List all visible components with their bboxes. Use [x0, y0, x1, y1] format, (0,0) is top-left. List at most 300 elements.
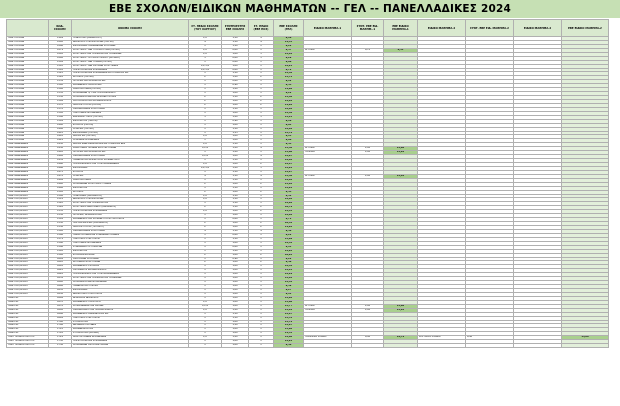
cell-ebe-score[interactable]: 14,14	[274, 269, 304, 273]
cell-school-name[interactable]: ΕΠΙΣΤΗΜΗΣ ΤΩΝ ΘΕΤΙΚΩΝ ΕΠΙΣΤΗΜΩΝ	[72, 64, 189, 68]
cell-coefficient[interactable]: 1,20	[222, 166, 249, 170]
cell-ebe-field[interactable]: 2	[249, 210, 274, 214]
cell-school-name[interactable]: ΚΟΙΝΩΝΙΚΗΣ ΚΑΙ ΕΚΠΑΙΔΕΥΤΙΚΗΣ ΠΟΛΙΤΙΚΗΣ	[72, 218, 189, 222]
cell-school-name[interactable]: ΦΙΛΟΛΟΓΙΑΣ	[72, 249, 189, 253]
cell-ebe-score[interactable]: 9,80	[274, 60, 304, 64]
cell-ebe-field[interactable]: 2	[249, 253, 274, 257]
cell-school-name[interactable]: ΒΙΟΛΟΓΙΚΩΝ ΕΦΑΡΜΟΓΩΝ ΚΑΙ ΤΕΧΝΟΛΟΓΙΩΝ	[72, 143, 189, 147]
cell-ebe-field[interactable]: 1	[249, 332, 274, 336]
cell-ebe-score[interactable]: 14,22	[274, 166, 304, 170]
cell-field[interactable]: 1,2,3,4	[189, 64, 222, 68]
cell-institution[interactable]: ΠΑΝ. ΠΑΤΡΩΝ	[7, 131, 49, 135]
cell-school-code[interactable]: 1199	[49, 37, 72, 41]
cell-coefficient[interactable]: 1,00	[222, 281, 249, 285]
cell-school-code[interactable]: 1532	[49, 210, 72, 214]
cell-ebe-field[interactable]: 4	[249, 147, 274, 151]
cell-ebe-score[interactable]: 13,80	[274, 151, 304, 155]
cell-school-code[interactable]: 1304	[49, 60, 72, 64]
cell-school-code[interactable]: 1400	[49, 123, 72, 127]
cell-institution[interactable]: ΠΑΝ. ΠΑΤΡΩΝ	[7, 92, 49, 96]
cell-ebe-field[interactable]: 1	[249, 292, 274, 296]
cell-coefficient[interactable]: 0,90	[222, 84, 249, 88]
cell-school-name[interactable]: ΦΥΣΙΚΟΘΕΡΑΠΕΙΑΣ	[72, 253, 189, 257]
cell-coefficient[interactable]: 1,10	[222, 40, 249, 44]
cell-field[interactable]: 1	[189, 249, 222, 253]
cell-field[interactable]: 1	[189, 123, 222, 127]
cell-special-course-2b[interactable]	[514, 344, 562, 348]
cell-field[interactable]: 2	[189, 253, 222, 257]
cell-school-name[interactable]: ΟΡΓΑΝΩΣΗΣ ΚΑΙ ΔΙΑΧΕΙΡΙΣΗΣ	[72, 269, 189, 273]
cell-school-code[interactable]: 1472	[49, 170, 72, 174]
cell-field[interactable]: 1	[189, 344, 222, 348]
cell-field[interactable]: 2	[189, 206, 222, 210]
cell-field[interactable]: 1	[189, 281, 222, 285]
cell-ebe-score[interactable]: 9,29	[274, 56, 304, 60]
cell-field[interactable]: 1	[189, 60, 222, 64]
cell-school-code[interactable]: 1376	[49, 107, 72, 111]
cell-school-name[interactable]: ΕΠΙΚΟΙΝΩΝΙΑΣ ΚΑΙ ΜΕΣΩΝ	[72, 304, 189, 308]
cell-field[interactable]: 1	[189, 186, 222, 190]
cell-ebe-field[interactable]: 1	[249, 324, 274, 328]
cell-school-code[interactable]: 1334	[49, 80, 72, 84]
cell-ebe-score[interactable]: 9,22	[274, 257, 304, 261]
cell-field[interactable]: 1	[189, 233, 222, 237]
cell-field[interactable]: 1	[189, 316, 222, 320]
cell-school-name[interactable]: ΟΙΚΟΝΟΜΙΚΩΝ ΕΠΙΣΤΗΜΩΝ	[72, 155, 189, 159]
cell-school-code[interactable]: 1688	[49, 312, 72, 316]
cell-ebe-field[interactable]: 1	[249, 111, 274, 115]
cell-school-code[interactable]: 1730	[49, 340, 72, 344]
cell-ebe-score[interactable]: 12,32	[274, 265, 304, 269]
cell-school-code[interactable]: 1484	[49, 178, 72, 182]
cell-ebe-field[interactable]: 1	[249, 241, 274, 245]
cell-special-coef-1[interactable]	[352, 344, 384, 348]
cell-coefficient[interactable]: 1,00	[222, 92, 249, 96]
cell-ebe-score[interactable]: 9,14	[274, 292, 304, 296]
cell-school-name[interactable]: ΠΛΗΡΟΦΟΡΙΚΗΣ ΚΑΙ ΤΗΛΕΠΙΚΟΙΝΩΝΙΩΝ	[72, 163, 189, 167]
cell-ebe-score[interactable]: 13,90	[274, 328, 304, 332]
cell-school-name[interactable]: ΜΗΧΑΝΙΚΩΝ ΟΡΥΚΤΩΝ ΠΟΡΩΝ	[72, 344, 189, 348]
cell-ebe-score[interactable]: 14,16	[274, 100, 304, 104]
cell-institution[interactable]: ΠΑΝΤΕΙΟ	[7, 320, 49, 324]
cell-ebe-field[interactable]: 1	[249, 178, 274, 182]
cell-coefficient[interactable]: 0,80	[222, 60, 249, 64]
cell-coefficient[interactable]: 1,00	[222, 296, 249, 300]
cell-ebe-score[interactable]: 9,22	[274, 44, 304, 48]
cell-ebe-field[interactable]: 1	[249, 139, 274, 143]
cell-school-code[interactable]: 1520	[49, 202, 72, 206]
cell-institution[interactable]: ΠΑΝ. ΠΑΤΡΩΝ	[7, 119, 49, 123]
cell-school-code[interactable]: 1346	[49, 88, 72, 92]
cell-coefficient[interactable]: 0,90	[222, 119, 249, 123]
cell-coefficient[interactable]: 1,00	[222, 328, 249, 332]
cell-institution[interactable]: ΠΑΝ. ΠΕΛ/ΝΗΣΟΥ	[7, 218, 49, 222]
cell-field[interactable]: 1	[189, 170, 222, 174]
cell-field[interactable]: 1,2	[189, 135, 222, 139]
cell-field[interactable]: 1	[189, 273, 222, 277]
cell-ebe-field[interactable]: 1	[249, 336, 274, 340]
cell-field[interactable]: 1	[189, 88, 222, 92]
cell-field[interactable]: 1,2	[189, 300, 222, 304]
cell-school-code[interactable]: 1430	[49, 143, 72, 147]
cell-ebe-score[interactable]: 12,32	[274, 241, 304, 245]
cell-school-name[interactable]: ΠΑΙΔΑΓΩΓΙΚΟ ΤΜΗΜΑ	[72, 285, 189, 289]
cell-ebe-score[interactable]: 13,88	[274, 300, 304, 304]
cell-coefficient[interactable]: 1,10	[222, 178, 249, 182]
cell-special-course-2[interactable]	[418, 344, 466, 348]
cell-coefficient[interactable]: 1,10	[222, 206, 249, 210]
cell-ebe-score[interactable]: 9,72	[274, 68, 304, 72]
cell-school-name[interactable]: ΜΗΧΑΝΟΛΟΓΩΝ ΜΗΧΑΝΙΚΩΝ	[72, 281, 189, 285]
cell-ebe-score[interactable]: 12,62	[274, 107, 304, 111]
cell-institution[interactable]: ΠΑΝ. ΙΩΑΝΝΙΝΩΝ	[7, 166, 49, 170]
cell-institution[interactable]: ΠΑΝ. ΠΑΤΡΩΝ	[7, 84, 49, 88]
cell-ebe-field[interactable]: 2	[249, 222, 274, 226]
cell-ebe-score[interactable]: 9,13	[274, 135, 304, 139]
column-header[interactable]: ΣΤ. ΠΕΔΙΟ (ΕΒΕ ΠΟΣ)	[249, 20, 274, 37]
cell-school-name[interactable]: ΟΙΚΟΝΟΜΙΚΩΝ ΕΠΙΣΤΗΜΩΝ	[72, 107, 189, 111]
cell-field[interactable]: 1	[189, 80, 222, 84]
cell-coefficient[interactable]: 1,15	[222, 131, 249, 135]
cell-ebe-score[interactable]: 14,36	[274, 72, 304, 76]
cell-ebe-score[interactable]: 9,18	[274, 119, 304, 123]
cell-ebe-field[interactable]: 1	[249, 289, 274, 293]
cell-field[interactable]: 4	[189, 174, 222, 178]
cell-school-code[interactable]: 1628	[49, 273, 72, 277]
cell-coefficient[interactable]: 1,20	[222, 308, 249, 312]
cell-ebe-field[interactable]: 1	[249, 285, 274, 289]
cell-ebe-field[interactable]: 1	[249, 131, 274, 135]
cell-ebe-score[interactable]: 14,16	[274, 277, 304, 281]
cell-ebe-score[interactable]: 13,79	[274, 320, 304, 324]
cell-coefficient[interactable]: 1,00	[222, 277, 249, 281]
cell-field[interactable]: 2	[189, 261, 222, 265]
cell-ebe-score[interactable]: 12,10	[274, 127, 304, 131]
cell-special-ebe-1[interactable]: 12,79	[384, 336, 418, 340]
cell-institution[interactable]: ΠΑΝ. ΠΕΛ/ΝΗΣΟΥ	[7, 222, 49, 226]
cell-school-name[interactable]: ΠΟΛΙΤΙΚΗΣ ΕΠΙΣΤΗΜΗΣ	[72, 316, 189, 320]
cell-school-code[interactable]: 1544	[49, 218, 72, 222]
cell-field[interactable]: 1,2	[189, 194, 222, 198]
cell-institution[interactable]: ΠΑΝ. ΠΑΤΡΩΝ	[7, 37, 49, 41]
cell-coefficient[interactable]: 1,00	[222, 253, 249, 257]
cell-ebe-field[interactable]: 1	[249, 135, 274, 139]
cell-special-course-1[interactable]: ΑΓΓΛΙΚΑ	[304, 304, 352, 308]
cell-special-coef-1[interactable]: 1,00	[352, 304, 384, 308]
cell-coefficient[interactable]: 1,00	[222, 300, 249, 304]
cell-field[interactable]: 1	[189, 139, 222, 143]
cell-school-name[interactable]: ΓΕΩΛΟΓΙΑΣ (ΚΑΘΩΣΙΛΟΥ)	[72, 37, 189, 41]
cell-field[interactable]: 1,2,3,4	[189, 68, 222, 72]
cell-institution[interactable]: ΠΑΝ. ΠΕΛ/ΝΗΣΟΥ	[7, 214, 49, 218]
cell-school-code[interactable]: 1298	[49, 56, 72, 60]
cell-school-name[interactable]: ΔΙΟΙΚΗΤΙΚΗΣ ΕΠΙΣΤΗΜΗΣ	[72, 292, 189, 296]
cell-institution[interactable]: ΠΑΝ. ΠΕΛ/ΝΗΣΟΥ	[7, 198, 49, 202]
cell-school-code[interactable]: 1574	[49, 237, 72, 241]
cell-ebe-field[interactable]: 1	[249, 328, 274, 332]
cell-field[interactable]: 1	[189, 151, 222, 155]
cell-institution[interactable]: ΠΑΝ. ΙΩΑΝΝΙΝΩΝ	[7, 147, 49, 151]
cell-school-name[interactable]: ΚΟΙΝΩΝΙΟΛΟΓΙΑΣ	[72, 328, 189, 332]
cell-school-name[interactable]: ΜΟΥΣΕΙΟΛΟΓΙΑΣ ΚΑΙ ΔΙΑΧΕΙΡΙΣΗΣ	[72, 100, 189, 104]
cell-institution[interactable]: ΠΑΝ. ΠΑΤΡΩΝ	[7, 123, 49, 127]
cell-ebe-score[interactable]: 14,38	[274, 111, 304, 115]
cell-school-name[interactable]: ΚΟΙΝΩΝΙΚΗΣ ΑΝΘΡΩΠΟΛΟΓΙΑΣ	[72, 312, 189, 316]
cell-ebe-score[interactable]: 12,02	[274, 202, 304, 206]
cell-ebe-field[interactable]: 2	[249, 103, 274, 107]
column-header[interactable]: ΣΥΝΤ. ΕΒΕ ΕΙΔ. ΜΑΘΗΜΑ-2	[466, 20, 514, 37]
cell-special-coef-1[interactable]: 1,00	[352, 308, 384, 312]
cell-school-name[interactable]: ΔΙΟΙΚΗΣΗΣ ΕΠΙΧΕΙΡΗΣΕΩΝ	[72, 198, 189, 202]
cell-field[interactable]: 1	[189, 178, 222, 182]
cell-field[interactable]: 2	[189, 103, 222, 107]
cell-ebe-field[interactable]: 1	[249, 277, 274, 281]
cell-institution[interactable]: ΠΑΝ. ΠΕΛ/ΝΗΣΟΥ	[7, 202, 49, 206]
cell-institution[interactable]: ΠΑΝ. ΙΩΑΝΝΙΝΩΝ	[7, 163, 49, 167]
cell-coefficient[interactable]: 1,10	[222, 186, 249, 190]
cell-school-code[interactable]: 1670	[49, 300, 72, 304]
cell-ebe-score[interactable]: 11,55	[274, 332, 304, 336]
cell-institution[interactable]: ΠΑΝ. ΠΕΛ/ΝΗΣΟΥ	[7, 233, 49, 237]
cell-school-name[interactable]: ΦΙΛΟΛΟΓΙΑΣ (ΠΑΤΡΑ)	[72, 119, 189, 123]
cell-field[interactable]: 1	[189, 289, 222, 293]
cell-school-code[interactable]: 1598	[49, 253, 72, 257]
cell-ebe-score[interactable]: 12,29	[274, 273, 304, 277]
cell-ebe-score[interactable]: 12,67	[274, 163, 304, 167]
cell-field[interactable]: 1	[189, 72, 222, 76]
cell-ebe-field[interactable]: 1	[249, 296, 274, 300]
cell-coefficient[interactable]: 1,00	[222, 100, 249, 104]
cell-field[interactable]: 1	[189, 285, 222, 289]
cell-field[interactable]: 1,2	[189, 336, 222, 340]
cell-school-code[interactable]: 1436	[49, 147, 72, 151]
cell-ebe-field[interactable]: 1	[249, 308, 274, 312]
cell-school-name[interactable]: ΓΕΩΠΟΝΙΑΣ (ΚΑΛΑΜΑΤΑ)	[72, 194, 189, 198]
cell-school-name[interactable]: ΕΠΙΣΤΗΜΗΣ ΔΙΑΤΡΟΦΗΣ (ΚΑΛΑΜΑΤΑ)	[72, 206, 189, 210]
cell-school-code[interactable]: 1580	[49, 241, 72, 245]
cell-school-name[interactable]: ΕΠΙΣΤΗΜΗΣ ΚΑΙ ΤΕΧΝΟΛΟΓΙΑΣ	[72, 202, 189, 206]
cell-school-code[interactable]: 1640	[49, 281, 72, 285]
cell-school-name[interactable]: ΝΟΣΗΛΕΥΤΙΚΗΣ (ΤΡΙΠΟΛΗ)	[72, 226, 189, 230]
cell-institution[interactable]: ΠΑΝ. ΠΑΤΡΩΝ	[7, 64, 49, 68]
cell-school-code[interactable]: 1352	[49, 92, 72, 96]
cell-school-code[interactable]: 1604	[49, 257, 72, 261]
cell-institution[interactable]: ΠΑΝ. ΠΑΤΡΩΝ	[7, 48, 49, 52]
cell-institution[interactable]: ΠΑΝ. ΠΑΤΡΩΝ	[7, 56, 49, 60]
cell-school-code[interactable]: 1622	[49, 269, 72, 273]
cell-school-code[interactable]: 1279	[49, 48, 72, 52]
cell-coefficient[interactable]: 1,10	[222, 316, 249, 320]
cell-field[interactable]: 1	[189, 159, 222, 163]
cell-coefficient[interactable]: 1,00	[222, 155, 249, 159]
cell-ebe-field[interactable]: 2	[249, 96, 274, 100]
cell-school-name[interactable]: ΗΛΕΚΤΡΟΛΟΓΩΝ ΜΗΧΑΝΙΚΩΝ	[72, 68, 189, 72]
cell-institution[interactable]: ΠΑΝ. ΠΑΤΡΩΝ	[7, 103, 49, 107]
cell-field[interactable]: 1,2,4	[189, 155, 222, 159]
cell-ebe-score[interactable]: 9,22	[274, 233, 304, 237]
cell-school-code[interactable]: 1268	[49, 44, 72, 48]
cell-school-name[interactable]: ΠΑΡΑΣΤΑΤΙΚΩΝ ΚΑΙ ΨΗΦΙΑΚΩΝ ΤΕΧΝΩΝ	[72, 233, 189, 237]
cell-special-ebe-1[interactable]: 13,08	[384, 304, 418, 308]
cell-coefficient[interactable]: 1,00	[222, 285, 249, 289]
cell-ebe-score[interactable]: 12,60	[274, 336, 304, 340]
cell-field[interactable]: 1	[189, 119, 222, 123]
cell-field[interactable]: 1	[189, 131, 222, 135]
cell-field[interactable]: 3	[189, 56, 222, 60]
cell-coefficient[interactable]: 1,00	[222, 163, 249, 167]
cell-field[interactable]: 1	[189, 111, 222, 115]
cell-coefficient[interactable]: 0,80	[222, 245, 249, 249]
cell-ebe-score[interactable]: 9,45	[274, 190, 304, 194]
cell-institution[interactable]: ΠΑΝ. ΠΕΛ/ΝΗΣΟΥ	[7, 194, 49, 198]
cell-school-code[interactable]: 1454	[49, 159, 72, 163]
cell-school-name[interactable]: ΟΙΚΟΝΟΜΙΚΩΝ ΕΠΙΣΤΗΜΩΝ	[72, 229, 189, 233]
cell-school-code[interactable]: 1370	[49, 103, 72, 107]
cell-coefficient[interactable]: 1,00	[222, 344, 249, 348]
cell-school-code[interactable]: 1316	[49, 68, 72, 72]
cell-ebe-score[interactable]: 12,25	[274, 64, 304, 68]
cell-school-code[interactable]: 1418	[49, 135, 72, 139]
cell-ebe-field[interactable]: 1	[249, 198, 274, 202]
cell-institution[interactable]: ΠΑΝ. ΠΑΤΡΩΝ	[7, 135, 49, 139]
cell-institution[interactable]: ΠΑΝ. ΠΑΤΡΩΝ	[7, 107, 49, 111]
cell-institution[interactable]: ΠΑΝ. ΠΑΤΡΩΝ	[7, 96, 49, 100]
cell-field[interactable]: 1	[189, 237, 222, 241]
cell-institution[interactable]: ΠΑΝ. ΙΩΑΝΝΙΝΩΝ	[7, 186, 49, 190]
cell-special-course-1[interactable]: ΓΡΑΜΜΙΚΟ ΣΧΕΔΙΟ	[304, 336, 352, 340]
cell-coefficient[interactable]: 0,80	[222, 218, 249, 222]
cell-institution[interactable]: ΠΑΝ. ΠΕΛ/ΝΗΣΟΥ	[7, 265, 49, 269]
cell-field[interactable]: 2	[189, 182, 222, 186]
cell-school-name[interactable]: ΕΠΙΣΤΗΜΗΣ ΤΟΥ ΑΘΛΗΤΙΣΜΟΥ (ΑΓΡΙΝΙΟ)	[72, 56, 189, 60]
cell-institution[interactable]: ΠΑΝ. ΠΑΤΡΩΝ	[7, 72, 49, 76]
cell-school-name[interactable]: ΚΟΙΝΩΝΙΚΗΣ ΕΡΓΑΣΙΑΣ	[72, 265, 189, 269]
cell-special-ebe-1[interactable]: 13,08	[384, 147, 418, 151]
cell-institution[interactable]: ΠΑΝ. ΠΑΤΡΩΝ	[7, 115, 49, 119]
cell-school-name[interactable]: ΟΙΚΟΝΟΜΙΚΗΣ ΚΑΙ ΠΕΡΙΦΕΡΕΙΑΚΗΣ	[72, 308, 189, 312]
cell-special-ebe-1[interactable]: 13,16	[384, 174, 418, 178]
cell-school-name[interactable]: ΕΠΙΣΤΗΜΗΣ ΚΑΙ ΤΕΧΝΟΛΟΓΙΑΣ ΤΡΟΦΙΜΩΝ	[72, 277, 189, 281]
cell-school-name[interactable]: ΠΟΛΙΤΙΚΩΝ ΜΗΧΑΝΙΚΩΝ	[72, 111, 189, 115]
cell-school-name[interactable]: ΘΕΑΤΡΙΚΩΝ ΣΠΟΥΔΩΝ	[72, 257, 189, 261]
cell-coefficient[interactable]: 1,20	[222, 88, 249, 92]
cell-ebe-score[interactable]: 12,62	[274, 178, 304, 182]
cell-institution[interactable]: ΠΑΝ. ΠΑΤΡΩΝ	[7, 76, 49, 80]
cell-school-name[interactable]: ΔΗΜΟΣΙΑΣ ΔΙΟΙΚΗΣΗΣ	[72, 296, 189, 300]
cell-ebe-field[interactable]: 1	[249, 312, 274, 316]
cell-school-name[interactable]: ΙΑΤΡΙΚΗΣ	[72, 190, 189, 194]
cell-coefficient[interactable]: 1,00	[222, 226, 249, 230]
cell-institution[interactable]: ΠΑΝ. ΙΩΑΝΝΙΝΩΝ	[7, 159, 49, 163]
cell-school-name[interactable]: ΜΗΧΑΝΟΛΟΓΩΝ ΚΑΙ ΑΕΡΟΝΑΥΠΗΓΩΝ	[72, 96, 189, 100]
cell-ebe-field[interactable]: 1	[249, 316, 274, 320]
cell-coefficient[interactable]: 1,10	[222, 44, 249, 48]
cell-school-code[interactable]: 1364	[49, 100, 72, 104]
cell-school-name[interactable]: ΨΗΦΙΑΚΩΝ ΣΥΣΤΗΜΑΤΩΝ	[72, 245, 189, 249]
cell-ebe-score[interactable]: 14,22	[274, 186, 304, 190]
cell-ebe-field[interactable]: 1	[249, 218, 274, 222]
column-header[interactable]	[7, 20, 49, 37]
cell-coefficient[interactable]: 1,20	[222, 115, 249, 119]
cell-institution[interactable]: ΠΑΝ. ΠΕΛ/ΝΗΣΟΥ	[7, 269, 49, 273]
cell-ebe-score[interactable]: 13,77	[274, 304, 304, 308]
cell-institution[interactable]: ΠΑΝ. ΙΩΑΝΝΙΝΩΝ	[7, 151, 49, 155]
cell-coefficient[interactable]: 1,00	[222, 332, 249, 336]
cell-special-course-1[interactable]: ΓΑΛΛΙΚΑ	[304, 151, 352, 155]
cell-school-name[interactable]: ΜΑΘΗΜΑΤΙΚΩΝ	[72, 178, 189, 182]
cell-field[interactable]: 1	[189, 265, 222, 269]
cell-school-code[interactable]: 1514	[49, 198, 72, 202]
cell-school-code[interactable]: 1652	[49, 289, 72, 293]
cell-ebe-score[interactable]: 13,09	[274, 237, 304, 241]
cell-school-code[interactable]: 1658	[49, 292, 72, 296]
cell-ebe-field[interactable]: 2	[249, 182, 274, 186]
cell-school-name[interactable]: ΨΥΧΟΛΟΓΙΑΣ (ΑΘΗΝΑ)	[72, 332, 189, 336]
cell-school-code[interactable]: 1724	[49, 336, 72, 340]
cell-ebe-score[interactable]: 14,32	[274, 281, 304, 285]
cell-institution[interactable]: ΠΑΝΤΕΙΟ	[7, 328, 49, 332]
cell-school-code[interactable]: 1682	[49, 308, 72, 312]
cell-ebe-field[interactable]: 4	[249, 40, 274, 44]
cell-ebe-score[interactable]: 14,22	[274, 340, 304, 344]
cell-special-course-1[interactable]	[304, 344, 352, 348]
cell-ebe-field[interactable]: 1	[249, 340, 274, 344]
cell-ebe-field[interactable]: 1	[249, 88, 274, 92]
cell-field[interactable]: 1,2,3,4	[189, 166, 222, 170]
cell-school-name[interactable]: ΕΙΚΑΣΤΙΚΩΝ ΤΕΧΝΩΝ ΚΑΙ ΕΠΙΣΤΗΜΩΝ	[72, 147, 189, 151]
cell-ebe-score[interactable]: 13,33	[274, 210, 304, 214]
cell-coefficient[interactable]: 1,20	[222, 147, 249, 151]
cell-coefficient[interactable]: 1,00	[222, 292, 249, 296]
cell-ebe-score[interactable]: 10,94	[274, 253, 304, 257]
cell-ebe-score[interactable]: 9,40	[274, 261, 304, 265]
cell-ebe-field[interactable]: 1	[249, 127, 274, 131]
cell-ebe-score[interactable]: 9,27	[274, 289, 304, 293]
cell-institution[interactable]: ΠΑΝ. ΠΕΛ/ΝΗΣΟΥ	[7, 273, 49, 277]
cell-school-name[interactable]: ΚΟΙΝΩΝΙΚΗΣ ΘΕΟΛΟΓΙΑΣ	[72, 84, 189, 88]
cell-coefficient[interactable]: 1,00	[222, 265, 249, 269]
cell-school-code[interactable]: 1490	[49, 182, 72, 186]
cell-ebe-score[interactable]: 9,90	[274, 139, 304, 143]
cell-ebe-field[interactable]: 2	[249, 226, 274, 230]
cell-school-name[interactable]: ΙΣΤΟΡΙΑΣ, ΑΡΧΑΙΟΛΟΓΙΑΣ	[72, 214, 189, 218]
cell-institution[interactable]: ΠΑΝ. ΠΕΛ/ΝΗΣΟΥ	[7, 210, 49, 214]
cell-field[interactable]: 1	[189, 202, 222, 206]
cell-special-ebe-2[interactable]: 13,08	[562, 336, 609, 340]
cell-school-name[interactable]: ΦΙΛΟΣΟΦΙΑΣ (ΠΑΤΡΑ)	[72, 131, 189, 135]
cell-ebe-field[interactable]: 1	[249, 48, 274, 52]
cell-field[interactable]: 1,2	[189, 37, 222, 41]
cell-institution[interactable]: ΠΑΝ. ΠΕΛ/ΝΗΣΟΥ	[7, 257, 49, 261]
cell-ebe-score[interactable]: 9,71	[274, 218, 304, 222]
cell-field[interactable]: 4	[189, 229, 222, 233]
cell-ebe-field[interactable]: 2	[249, 190, 274, 194]
cell-special-ebe-2[interactable]	[562, 344, 609, 348]
cell-coefficient[interactable]: 1,20	[222, 151, 249, 155]
cell-school-code[interactable]: 1556	[49, 226, 72, 230]
cell-school-name[interactable]: ΝΟΣΗΛΕΥΤΙΚΗΣ (ΠΑΤΡΑ)	[72, 103, 189, 107]
cell-school-name[interactable]: ΒΙΟΛΟΓΙΑΣ (ΠΑΤΡΑ)	[72, 135, 189, 139]
cell-coefficient[interactable]: 1,00	[222, 135, 249, 139]
cell-field[interactable]: 1	[189, 107, 222, 111]
column-header[interactable]: ΕΙΔΙΚΟ ΜΑΘΗΜΑ-1	[304, 20, 352, 37]
cell-school-name[interactable]: ΗΛΕΚΤΡΟΛΟΓΩΝ ΜΗΧΑΝΙΚΩΝ	[72, 210, 189, 214]
cell-institution[interactable]: ΠΑΝΤΕΙΟ	[7, 324, 49, 328]
cell-coefficient[interactable]: 1,10	[222, 127, 249, 131]
cell-ebe-score[interactable]: 12,62	[274, 198, 304, 202]
cell-ebe-field[interactable]: 1	[249, 159, 274, 163]
cell-institution[interactable]: ΠΑΝ. ΠΑΤΡΩΝ	[7, 40, 49, 44]
